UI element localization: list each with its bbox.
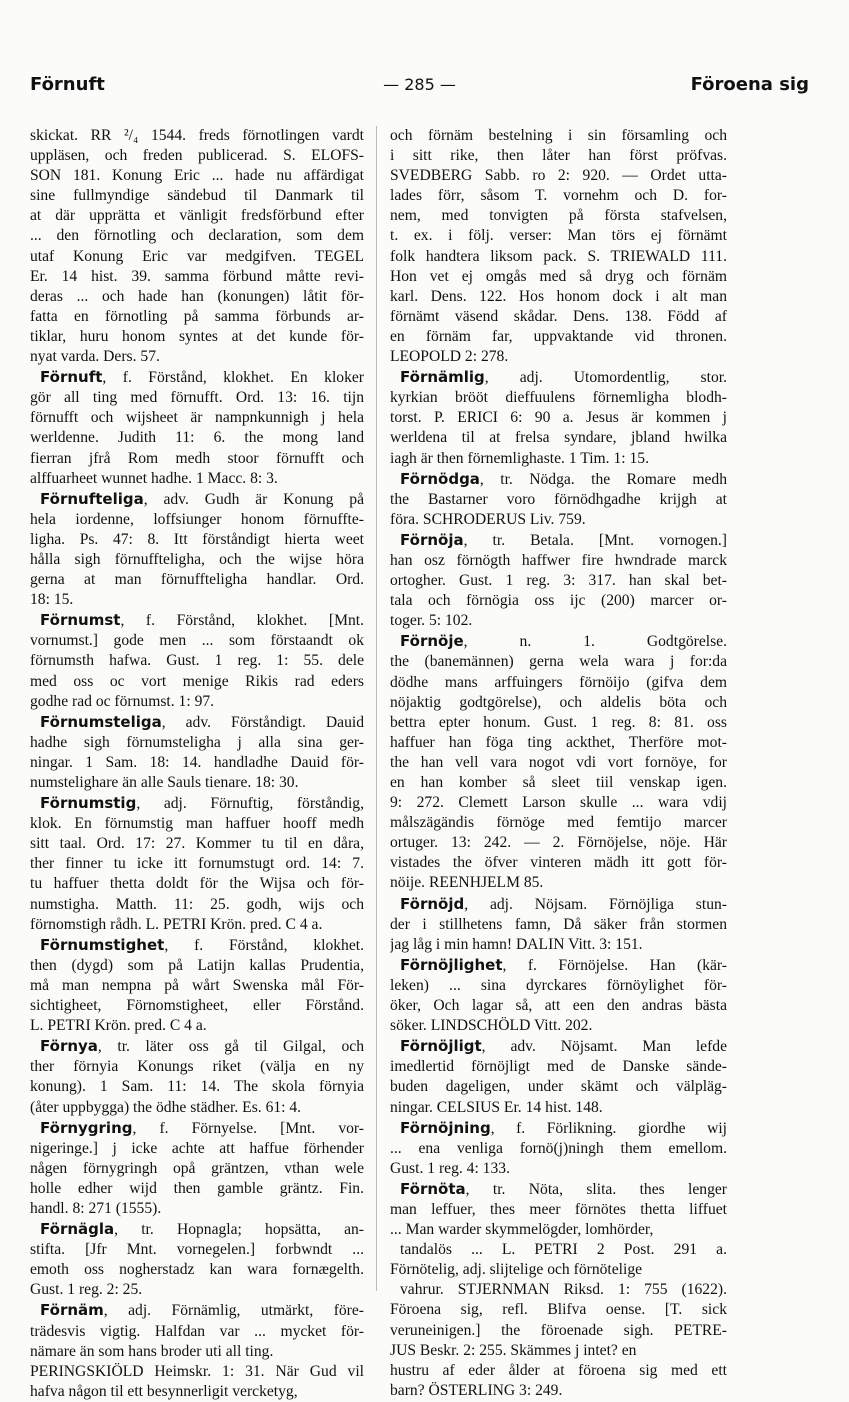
text-line: (åter uppbygga) the ödhe städher. Es. 61: 4. bbox=[30, 1098, 302, 1116]
text-line: karl. Dens. 122. Hos honom dock i alt man bbox=[390, 287, 727, 305]
text-line: hålla sigh förnuffteligha, och the wijse höra bbox=[30, 550, 364, 568]
right-column bbox=[390, 126, 727, 1401]
text-line: Er. 14 hist. 39. samma förbund måtte revi- bbox=[30, 267, 364, 285]
text-line: folk handtera liksom pack. S. TRIEWALD 111. bbox=[390, 247, 727, 265]
headword: Förnumst bbox=[40, 611, 121, 630]
headword: Förnöjligt bbox=[400, 1037, 482, 1056]
text-line: söker. LINDSCHÖLD Vitt. 202. bbox=[390, 1017, 593, 1035]
text-line: deras ... och hade han (konungen) låtit för- bbox=[30, 287, 364, 305]
entry-headword-line: Förnämlig, adj. Utomordentlig, stor. bbox=[400, 368, 727, 387]
text-line: t. ex. i följ. verser: Man törs ej förnämt bbox=[390, 227, 727, 245]
text-line: hustru af eder ålder at föroena sig med ett bbox=[390, 1361, 727, 1379]
text-line: hadhe sigh förnumsteligha j alla sina ger- bbox=[30, 733, 364, 751]
text-line: then (dygd) som på Latijn kallas Prudentia, bbox=[30, 956, 364, 974]
page-header bbox=[30, 74, 809, 102]
text-line: Föroena sig, refl. Blifva oense. [T. sick bbox=[390, 1301, 727, 1319]
text-line: öker, Och lagar så, att een den andras bästa bbox=[390, 997, 727, 1015]
text-line: buden dageligen, under skämt och välpläg- bbox=[390, 1078, 727, 1096]
entry-headword-line: Förnöjligt, adv. Nöjsamt. Man lefde bbox=[400, 1037, 727, 1056]
text-line: veruneinigen.] the föroenade sigh. PETRE- bbox=[390, 1321, 727, 1339]
text-line: förnämt väsend skådar. Dens. 138. Född af bbox=[390, 307, 727, 325]
headword: Förnumstighet bbox=[40, 935, 165, 954]
text-line: tala och förnögia oss ijc (200) marcer or- bbox=[390, 592, 727, 610]
text-line: klok. En förnumstig man haffuer hooff medh bbox=[30, 815, 364, 833]
text-line: ... ena venliga fornö(j)ningh them emellom. bbox=[390, 1139, 727, 1157]
text-line: målszägändis förnöge med femtijo marcer bbox=[390, 814, 727, 832]
text-line: man leffuer, thes meer förnötes thetta liffuet bbox=[390, 1200, 727, 1218]
text-line: torst. P. ERICI 6: 90 a. Jesus är kommen j bbox=[390, 409, 727, 427]
text-line: LEOPOLD 2: 278. bbox=[390, 348, 509, 366]
text-line: ligha. Ps. 47: 8. Itt förståndigt hierta weet bbox=[30, 530, 364, 548]
text-line: vistades the öfver vinteren mädh itt gott för- bbox=[390, 854, 727, 872]
text-line: numstelighare än alle Sauls tienare. 18: 30. bbox=[30, 774, 299, 791]
text-line: kyrkian brööt dieffuulens förnemligha blodh- bbox=[390, 389, 727, 407]
text-line: en förnäm far, uppvaktande vid thronen. bbox=[390, 327, 727, 345]
text-line: fatta en förnotling på samma förbunds ar- bbox=[30, 307, 364, 325]
entry-headword-line: Förnumst, f. Förstånd, klokhet. [Mnt. bbox=[40, 611, 364, 630]
entry-headword-line: Förnuft, f. Förstånd, klokhet. En kloker bbox=[40, 368, 364, 387]
text-line: någen förnygringh opå gräntzen, vthan wele bbox=[30, 1159, 364, 1177]
headword: Förnöjd bbox=[400, 894, 465, 913]
text-line: Hon vet ej omgås med så dryg och förnäm bbox=[390, 267, 727, 285]
headword: Förnöja bbox=[400, 530, 464, 549]
entry-headword-line: Förnöjning, f. Förlikning. giordhe wij bbox=[400, 1118, 727, 1137]
text-line: PERINGSKIÖLD Heimskr. 1: 31. När Gud vil bbox=[30, 1362, 364, 1380]
text-line: werldenne. Judith 11: 6. the mong land bbox=[30, 429, 364, 447]
text-line: förnomstigh rådh. L. PETRI Krön. pred. C 4 a. bbox=[30, 915, 323, 933]
headword: Förnämlig bbox=[400, 368, 485, 387]
headword: Förnöjlighet bbox=[400, 955, 503, 974]
text-line: ther förnyia Konungs riket (välja en ny bbox=[30, 1058, 364, 1076]
headword: Förnygring bbox=[40, 1118, 133, 1137]
page-number: — 285 — bbox=[383, 75, 456, 94]
text-line: alffuarheet wunnet hadhe. 1 Macc. 8: 3. bbox=[30, 469, 278, 487]
entry-headword-line: Förnufteliga, adv. Gudh är Konung på bbox=[40, 489, 364, 508]
text-line: the Bastarner voro förnödhgadhe krijgh at bbox=[390, 490, 727, 508]
text-line: JUS Beskr. 2: 255. Skämmes j intet? en bbox=[390, 1341, 637, 1359]
text-line: ortogher. Gust. 1 reg. 3: 317. han skal bet- bbox=[390, 572, 727, 590]
text-line: 9: 272. Clemett Larson skulle ... wara vdij bbox=[390, 794, 727, 812]
text-line: numstigha. Matth. 11: 25. godh, wijs och bbox=[30, 895, 364, 913]
text-line: haffuer han föga ting ackthet, Therföre mot- bbox=[390, 733, 727, 751]
text-line: ningar. CELSIUS Er. 14 hist. 148. bbox=[390, 1098, 603, 1116]
text-line: Gust. 1 reg. 4: 133. bbox=[390, 1159, 510, 1177]
headword: Förnäm bbox=[40, 1301, 104, 1320]
text-line: toger. 5: 102. bbox=[390, 612, 473, 630]
text-line: Gust. 1 reg. 2: 25. bbox=[30, 1281, 143, 1299]
text-line: nöije. REENHJELM 85. bbox=[390, 874, 544, 892]
text-line: SVEDBERG Sabb. ro 2: 920. — Ordet utta- bbox=[390, 167, 727, 185]
entry-headword-line: Förnumstig, adj. Förnuftig, förståndig, bbox=[40, 794, 364, 813]
text-line: vornumst.] gode men ... som förstaandt ok bbox=[30, 632, 364, 650]
text-line: nyat varda. Ders. 57. bbox=[30, 348, 160, 366]
headword: Förnödga bbox=[400, 469, 480, 488]
text-line: sitt taal. Ord. 17: 27. Kommer tu til en dåra, bbox=[30, 835, 364, 853]
text-line: jag låg i min hamn! DALIN Vitt. 3: 151. bbox=[390, 935, 643, 953]
text-line: the (banemännen) gerna wela wara j for:da bbox=[390, 653, 727, 671]
text-line: bettra epter honum. Gust. 1 reg. 8: 81. oss bbox=[390, 713, 727, 731]
text-line: må man nempna på wårt Swenska mål För- bbox=[30, 976, 364, 994]
text-line: lades förr, såsom T. vornehm och D. for- bbox=[390, 187, 727, 205]
text-line: 18: 15. bbox=[30, 591, 74, 609]
text-line: utaf Konung Eric var medgifven. TEGEL bbox=[30, 247, 364, 265]
text-line: dödhe mans arffuingers förnöijo (gifva dem bbox=[390, 673, 727, 691]
text-line: nämare än som hans broder uti all ting. bbox=[30, 1342, 274, 1360]
text-line: gör all ting med förnufft. Ord. 13: 16. tijn bbox=[30, 389, 364, 407]
entry-headword-line: Förnödga, tr. Nödga. the Romare medh bbox=[400, 469, 727, 488]
text-line: förnufft och wijsheet är nampnkunnigh j hela bbox=[30, 409, 364, 427]
entry-headword-line: Förnumstighet, f. Förstånd, klokhet. bbox=[40, 935, 364, 954]
headword: Förnuft bbox=[40, 368, 103, 387]
text-line: L. PETRI Krön. pred. C 4 a. bbox=[30, 1017, 207, 1035]
text-line: holle edher wijd then gamble gräntz. Fin. bbox=[30, 1179, 364, 1197]
entry-headword-line: Förnöjd, adj. Nöjsam. Förnöjliga stun- bbox=[400, 894, 727, 913]
text-line: iagh är then förnemlighaste. 1 Tim. 1: 15. bbox=[390, 449, 650, 467]
text-line: tu haffuer thetta doldt för the Wijsa och för- bbox=[30, 875, 364, 893]
text-line: handl. 8: 271 (1555). bbox=[30, 1199, 162, 1217]
text-line: SON 181. Konung Eric ... hade nu affärdigat bbox=[30, 167, 364, 185]
text-line: konung). 1 Sam. 11: 14. The skola förnyia bbox=[30, 1078, 364, 1096]
text-line: gerna at man förnuffteligha handlar. Ord. bbox=[30, 571, 364, 589]
text-line: nem, med tonvigten på första stafvelsen, bbox=[390, 207, 727, 225]
running-head-right: Föroena sig bbox=[690, 74, 809, 95]
text-line: tiklar, huru honom syntes at det kunde för- bbox=[30, 327, 364, 345]
text-line: en han komber så sleet tiil venskap igen. bbox=[390, 774, 727, 791]
text-line: sichtigheet, Förnomstigheet, eller Förstånd. bbox=[30, 997, 364, 1015]
text-line: stifta. [Jfr Mnt. vornegelen.] forbwndt ... bbox=[30, 1241, 364, 1259]
text-line: skickat. RR ²/₄ 1544. freds förnotlingen vardt bbox=[30, 127, 364, 144]
text-line: godhe rad oc förnumst. 1: 97. bbox=[30, 692, 215, 710]
text-line: i sitt rike, then låter han först pröfvas. bbox=[390, 147, 727, 165]
headword: Förnumsteliga bbox=[40, 712, 162, 731]
text-line: föra. SCHRODERUS Liv. 759. bbox=[390, 510, 586, 528]
running-head-left: Förnuft bbox=[30, 74, 105, 95]
text-line: och förnäm bestelning i sin församling och bbox=[390, 127, 727, 144]
text-line: imedlertid förnöjligt med de Danske sände- bbox=[390, 1058, 727, 1076]
text-line: hafva någon til ett besynnerligit vercketyg, bbox=[30, 1382, 298, 1400]
left-column bbox=[30, 126, 364, 1402]
entry-headword-line: Förnägla, tr. Hopnagla; hopsätta, an- bbox=[40, 1220, 364, 1239]
headword: Förnöje bbox=[400, 632, 464, 651]
text-line: uppläsen, och freden publicerad. S. ELOFS- bbox=[30, 147, 364, 165]
text-line: trädesvis vigtig. Halfdan var ... mycket för- bbox=[30, 1322, 364, 1340]
text-line: sine fullmyndige sändebud til Danmark til bbox=[30, 187, 364, 205]
text-line: fierran jfrå Rom medh stoor förnufft och bbox=[30, 449, 364, 467]
text-line: ... Man warder skymmelögder, lomhörder, bbox=[390, 1221, 654, 1239]
text-line: emoth oss nogherstadz kan wara fornægelth. bbox=[30, 1261, 364, 1279]
text-line: förnumsth hafwa. Gust. 1 reg. 1: 55. dele bbox=[30, 652, 364, 670]
headword: Förnöta bbox=[400, 1179, 466, 1198]
entry-headword-line: Förnygring, f. Förnyelse. [Mnt. vor- bbox=[40, 1118, 364, 1137]
text-line: Förnötelig, adj. slijtelige och förnötelige bbox=[390, 1261, 643, 1279]
entry-headword-line: Förnöje, n. 1. Godtgörelse. bbox=[400, 632, 727, 651]
text-line: leken) ... sina dyrckares förnöylighet för- bbox=[390, 976, 727, 994]
text-line: ... den förnotling och declaration, som dem bbox=[30, 227, 364, 245]
entry-headword-line: Förnäm, adj. Förnämlig, utmärkt, före- bbox=[40, 1301, 364, 1320]
text-line: at där upprätta et vänligit fredsförbund efter bbox=[30, 207, 364, 225]
headword: Förnufteliga bbox=[40, 489, 144, 508]
text-line: ningar. 1 Sam. 18: 14. handladhe Dauid för- bbox=[30, 753, 364, 771]
text-line: werldena til at frelsa syndare, jbland hwilka bbox=[390, 429, 727, 447]
column-divider bbox=[376, 126, 377, 1291]
headword: Förnägla bbox=[40, 1220, 115, 1239]
text-line: the han vell vara nogot vdi vort fornöye, for bbox=[390, 753, 727, 771]
text-line: ortuger. 13: 242. — 2. Förnöjelse, nöje. Här bbox=[390, 834, 727, 852]
text-line: med oss oc vort menige Rikis rad eders bbox=[30, 672, 364, 690]
entry-headword-line: Förnöta, tr. Nöta, slita. thes lenger bbox=[400, 1179, 727, 1198]
text-line: barn? ÖSTERLING 3: 249. bbox=[390, 1381, 563, 1399]
text-line: der i stillhetens famn, Då säker från stormen bbox=[390, 915, 727, 933]
text-line: ther finner tu icke itt fornumstugt ord. 14: 7. bbox=[30, 855, 364, 873]
entry-headword-line: Förnumsteliga, adv. Förståndigt. Dauid bbox=[40, 712, 364, 731]
text-line: han osz förnögth haffwer fire hwndrade marck bbox=[390, 551, 727, 569]
headword: Förnya bbox=[40, 1037, 98, 1056]
text-line: nigeringe.] j icke achte att haffue förhender bbox=[30, 1139, 364, 1157]
entry-headword-line: vahrur. STJERNMAN Riksd. 1: 755 (1622). bbox=[400, 1281, 727, 1299]
text-line: nöjaktig godtgörelse), och aldelis böta och bbox=[390, 693, 727, 711]
entry-headword-line: Förnöjlighet, f. Förnöjelse. Han (kär- bbox=[400, 955, 727, 974]
entry-headword-line: Förnöja, tr. Betala. [Mnt. vornogen.] bbox=[400, 530, 727, 549]
headword: Förnumstig bbox=[40, 794, 137, 813]
entry-headword-line: Förnya, tr. läter oss gå til Gilgal, och bbox=[40, 1037, 364, 1056]
headword: Förnöjning bbox=[400, 1118, 491, 1137]
entry-headword-line: tandalös ... L. PETRI 2 Post. 291 a. bbox=[400, 1241, 727, 1259]
text-line: hela iordenne, loffsiunger honom förnuffte- bbox=[30, 510, 364, 528]
